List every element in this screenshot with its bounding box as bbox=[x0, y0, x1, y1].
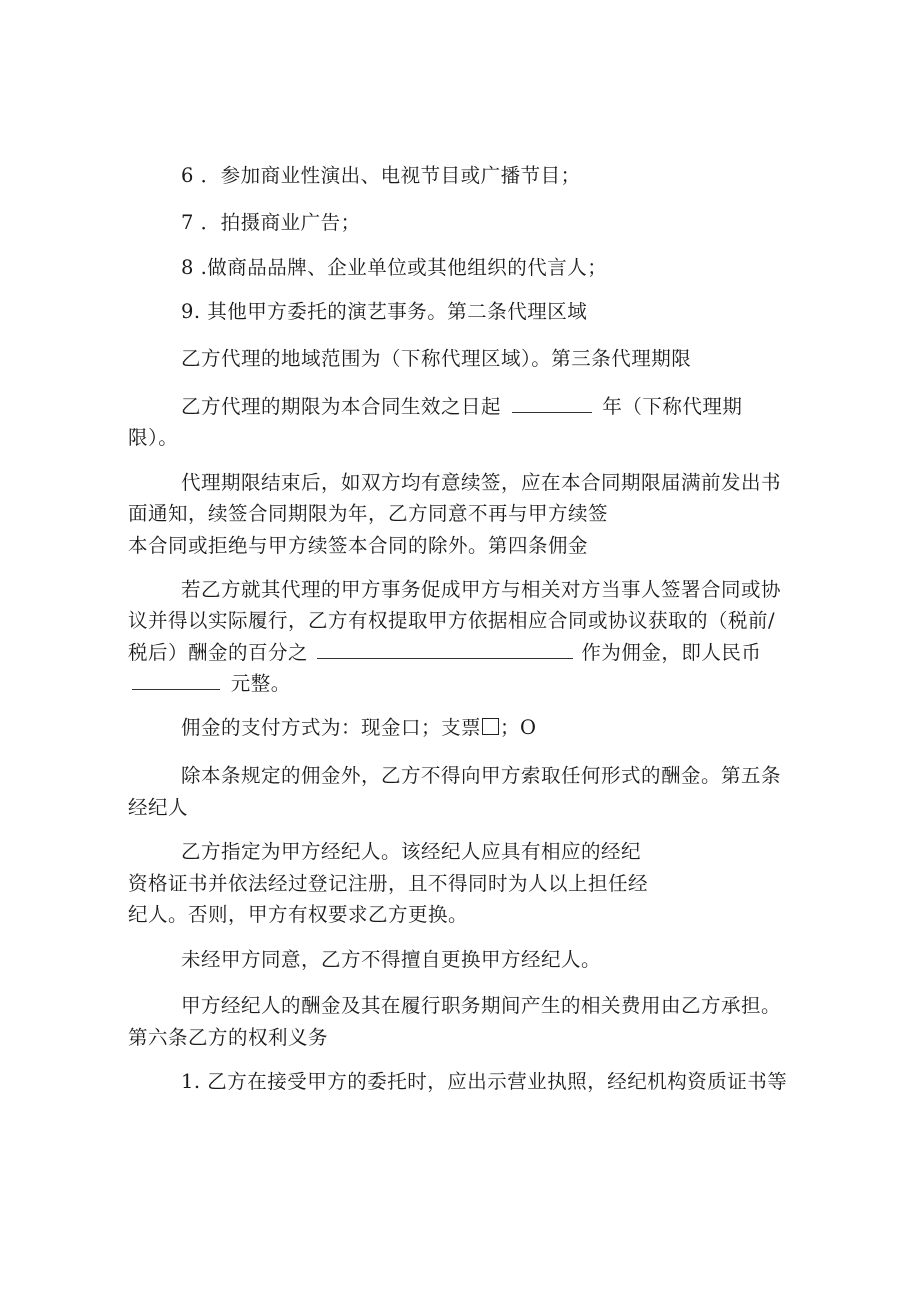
agent-line-2: 资格证书并依法经过登记注册，且不得同时为人以上担任经 bbox=[128, 872, 649, 895]
commission-text-before: 税后）酬金的百分之 bbox=[128, 641, 309, 664]
no-other-fee-line-1: 除本条规定的佣金外，乙方不得向甲方索取任何形式的酬金。第五条 bbox=[181, 764, 782, 787]
commission-amount-suffix: 元整。 bbox=[230, 672, 291, 695]
term-line-1 bbox=[181, 393, 742, 421]
amount-blank bbox=[132, 670, 220, 690]
payment-text-before: 佣金的支付方式为：现金口；支票 bbox=[181, 716, 482, 739]
region-paragraph: 乙方代理的地域范围为（下称代理区域）。第三条代理期限 bbox=[181, 347, 692, 370]
check-box bbox=[482, 718, 499, 735]
agent-fee-line-2: 第六条乙方的权利义务 bbox=[128, 1026, 329, 1049]
commission-line-3 bbox=[128, 639, 761, 667]
term-line-2: 限）。 bbox=[128, 426, 179, 449]
agent-line-3: 纪人。否则，甲方有权要求乙方更换。 bbox=[128, 903, 469, 926]
term-text-after: 年（下称代理期 bbox=[602, 395, 743, 418]
list-item-7: 7 ．拍摄商业广告； bbox=[181, 211, 361, 234]
list-item-9: 9. 其他甲方委托的演艺事务。第二条代理区域 bbox=[181, 300, 588, 323]
percent-blank bbox=[317, 639, 573, 659]
list-item-6: 6 ．参加商业性演出、电视节目或广播节目； bbox=[181, 164, 581, 187]
commission-line-2: 议并得以实际履行，乙方有权提取甲方依据相应合同或协议获取的（税前/ bbox=[128, 609, 776, 632]
commission-line-4 bbox=[132, 670, 291, 698]
agent-fee-line-1: 甲方经纪人的酬金及其在履行职务期间产生的相关费用由乙方承担。 bbox=[181, 994, 782, 1017]
term-text-before: 乙方代理的期限为本合同生效之日起 bbox=[181, 395, 502, 418]
no-change-paragraph: 未经甲方同意，乙方不得擅自更换甲方经纪人。 bbox=[181, 948, 602, 971]
commission-text-after: 作为佣金，即人民币 bbox=[581, 641, 762, 664]
payment-method bbox=[181, 714, 537, 742]
renewal-line-2: 面通知，续签合同期限为年，乙方同意不再与甲方续签 bbox=[128, 502, 609, 525]
agent-line-1: 乙方指定为甲方经纪人。该经纪人应具有相应的经纪 bbox=[181, 840, 642, 863]
commission-line-1: 若乙方就其代理的甲方事务促成甲方与相关对方当事人签署合同或协 bbox=[181, 578, 782, 601]
rights-item-1: 1. 乙方在接受甲方的委托时，应出示营业执照，经纪机构资质证书等 bbox=[181, 1070, 788, 1093]
no-other-fee-line-2: 经纪人 bbox=[128, 796, 189, 819]
list-item-8: 8 .做商品品牌、企业单位或其他组织的代言人； bbox=[181, 256, 608, 279]
renewal-line-3: 本合同或拒绝与甲方续签本合同的除外。第四条佣金 bbox=[128, 534, 589, 557]
term-years-blank bbox=[512, 393, 592, 413]
payment-text-after: ；O bbox=[500, 716, 537, 739]
renewal-line-1: 代理期限结束后，如双方均有意续签，应在本合同期限届满前发出书 bbox=[181, 471, 782, 494]
